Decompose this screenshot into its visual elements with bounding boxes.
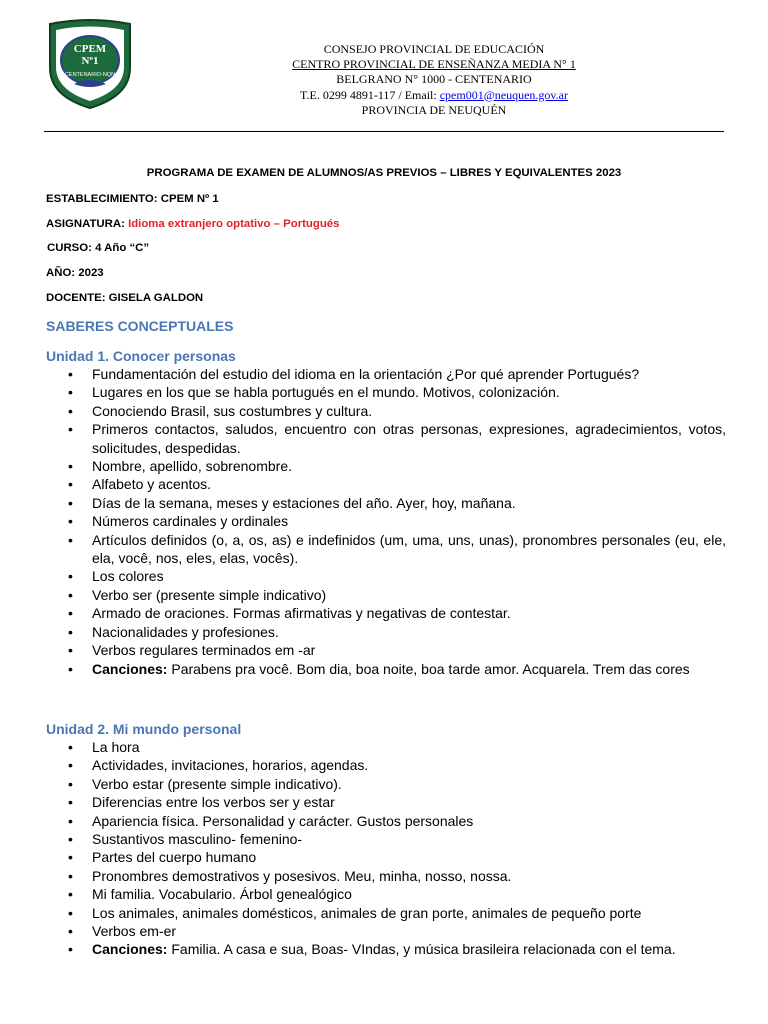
list-item: • Pronombres demostrativos y posesivos. Meu, minha, nosso, nossa. <box>68 867 512 884</box>
bullet-icon: • <box>68 849 73 866</box>
list-item-songs <box>46 940 726 958</box>
list-item: • Nacionalidades y profesiones. <box>68 623 279 640</box>
bullet-icon: • <box>68 642 73 659</box>
unit2-heading: Unidad 2. Mi mundo personal <box>46 721 242 737</box>
bullet-icon: • <box>68 757 73 774</box>
list-item: • La hora <box>68 739 140 755</box>
list-item: • Conociendo Brasil, sus costumbres y cultura. <box>68 402 373 419</box>
header-divider <box>44 131 724 132</box>
songs-text: Parabens pra você. Bom dia, boa noite, boa tarde amor. Acquarela. Trem das cores <box>167 660 690 677</box>
email-link[interactable]: cpem001@neuquen.gov.ar <box>439 87 568 102</box>
list-item: • Armado de oraciones. Formas afirmativas y negativas de contestar. <box>68 605 511 622</box>
unit2-list <box>46 738 726 959</box>
list-item: • Nombre, apellido, sobrenombre. <box>68 458 292 475</box>
letterhead-council: CONSEJO PROVINCIAL DE EDUCACIÓN <box>323 42 545 56</box>
list-item: • Partes del cuerpo humano <box>68 849 257 866</box>
bullet-icon: • <box>68 904 73 921</box>
list-item: • Verbos regulares terminados em -ar <box>68 642 316 659</box>
list-item: • Mi familia. Vocabulario. Árbol genealógico <box>68 886 352 903</box>
bullet-icon: • <box>68 775 73 792</box>
letterhead-school-name: CENTRO PROVINCIAL DE ENSEÑANZA MEDIA N° 1 <box>292 57 576 72</box>
bullet-icon: • <box>68 886 73 903</box>
letterhead-address: BELGRANO N° 1000 - CENTENARIO <box>336 72 532 87</box>
bullet-icon: • <box>68 812 73 829</box>
bullet-icon: • <box>68 458 73 475</box>
list-item: • Lugares en los que se habla portugués en el mundo. Motivos, colonización. <box>68 384 560 401</box>
bullet-icon: • <box>68 867 73 884</box>
crest-text-number: Nº1 <box>81 55 99 67</box>
meta-establecimiento: ESTABLECIMIENTO: CPEM Nº 1 <box>46 193 219 205</box>
bullet-icon: • <box>68 513 73 530</box>
bullet-icon: • <box>68 568 73 585</box>
bullet-icon: • <box>68 739 73 755</box>
section-heading-saberes: SABERES CONCEPTUALES <box>46 318 234 334</box>
bullet-icon: • <box>68 402 73 419</box>
list-item: • Verbo ser (presente simple indicativo) <box>68 586 327 603</box>
crest-text-top: CPEM <box>73 43 107 55</box>
meta-docente: DOCENTE: GISELA GALDON <box>46 292 204 304</box>
bullet-icon: • <box>68 623 73 640</box>
songs-label: Canciones: <box>92 660 168 677</box>
letterhead <box>200 42 668 118</box>
unit1-heading: Unidad 1. Conocer personas <box>46 348 236 364</box>
list-item: • Actividades, invitaciones, horarios, agendas. <box>68 757 369 774</box>
list-item: • Fundamentación del estudio del idioma en la orientación ¿Por qué aprender Portugués? <box>68 366 640 382</box>
school-crest-logo <box>44 18 136 110</box>
list-item: • Números cardinales y ordinales <box>68 513 289 530</box>
list-item: • Primeros contactos, saludos, encuentro con otras personas, expresiones, agradecimientos, votos, solicitudes, despedidas. <box>68 421 726 456</box>
meta-asignatura-value: Idioma extranjero optativo – Portugués <box>128 218 340 230</box>
songs-text: Familia. A casa e sua, Boas- VIndas, y música brasileira relacionada con el tema. <box>167 941 676 958</box>
list-item: • Días de la semana, meses y estaciones del año. Ayer, hoy, mañana. <box>68 494 516 511</box>
crest-text-bottom: CENTENARIO-NQN <box>64 72 116 78</box>
letterhead-province: PROVINCIA DE NEUQUÉN <box>361 102 507 117</box>
list-item: • Diferencias entre los verbos ser y estar <box>68 794 335 811</box>
list-item: • Los colores <box>68 568 164 585</box>
unit1-list <box>46 365 726 678</box>
list-item: • Sustantivos masculino- femenino- <box>68 831 303 848</box>
songs-label: Canciones: <box>92 941 168 958</box>
bullet-icon: • <box>68 941 73 958</box>
bullet-icon: • <box>68 586 73 603</box>
meta-anio: AÑO: 2023 <box>46 267 104 279</box>
bullet-icon: • <box>68 531 73 548</box>
bullet-icon: • <box>68 421 73 438</box>
bullet-icon: • <box>68 660 73 677</box>
bullet-icon: • <box>68 494 73 511</box>
list-item: • Alfabeto y acentos. <box>68 476 212 493</box>
bullet-icon: • <box>68 366 73 382</box>
bullet-icon: • <box>68 831 73 848</box>
bullet-icon: • <box>68 384 73 401</box>
letterhead-phone: T.E. 0299 4891-117 / Email: <box>300 87 440 102</box>
list-item: • Verbos em-er <box>68 923 177 940</box>
bullet-icon: • <box>68 794 73 811</box>
meta-curso: CURSO: 4 Año “C” <box>47 242 150 254</box>
list-item: • Artículos definidos (o, a, os, as) e indefinidos (um, uma, uns, unas), pronombres personales (eu, ele, ela, você, nos, eles, elas, vocês). <box>68 531 726 567</box>
meta-asignatura-label: ASIGNATURA: <box>46 218 129 230</box>
list-item-songs <box>46 660 726 678</box>
document-title: PROGRAMA DE EXAMEN DE ALUMNOS/AS PREVIOS – LIBRES Y EQUIVALENTES 2023 <box>146 167 622 179</box>
list-item: • Verbo estar (presente simple indicativo). <box>68 775 342 792</box>
bullet-icon: • <box>68 605 73 622</box>
list-item: • Apariencia física. Personalidad y carácter. Gustos personales <box>68 812 474 829</box>
bullet-icon: • <box>68 923 73 940</box>
meta-asignatura <box>46 218 339 230</box>
letterhead-contact <box>200 88 668 103</box>
list-item: • Los animales, animales domésticos, animales de gran porte, animales de pequeño porte <box>68 904 642 921</box>
bullet-icon: • <box>68 476 73 493</box>
